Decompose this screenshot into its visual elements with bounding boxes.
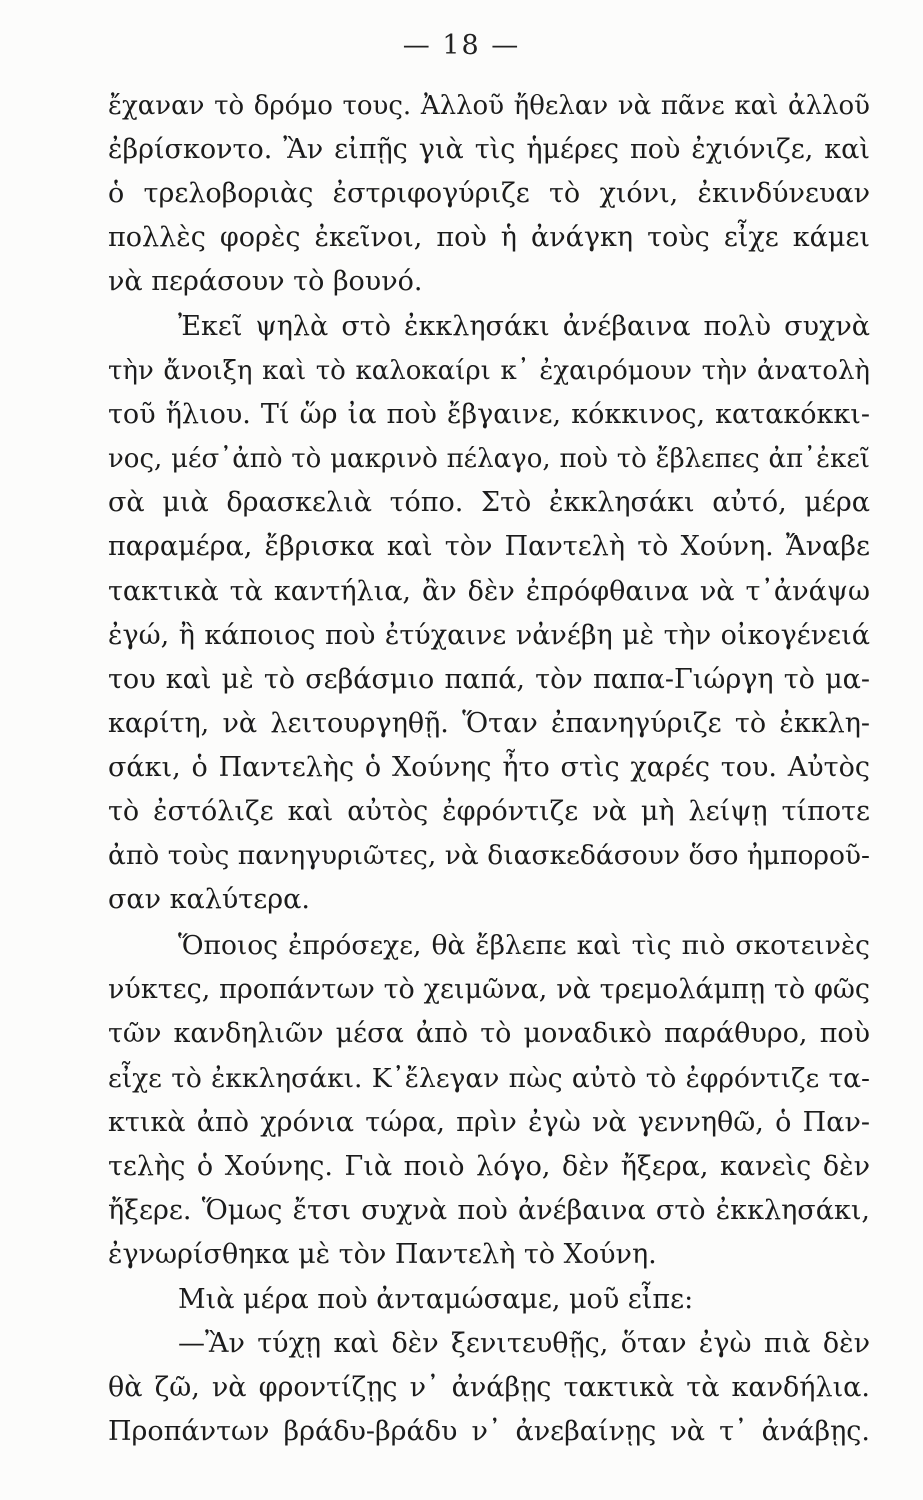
text-line: τὸ ἐστόλιζε καὶ αὐτὸς ἐφρόντιζε νὰ μὴ λείψῃ τίποτε: [108, 796, 870, 827]
text-line: —Ἂν τύχῃ καὶ δὲν ξενιτευθῇς, ὅταν ἐγὼ πιὰ δὲν: [178, 1328, 870, 1359]
text-line: ὁ τρελοβοριὰς ἐστριφογύριζε τὸ χιόνι, ἐκινδύνευαν: [108, 178, 870, 209]
text-line: ἐγώ, ἢ κάποιος ποὺ ἐτύχαινε νἀνέβη μὲ τὴν οἰκογένειά: [108, 620, 870, 651]
text-line: Μιὰ μέρα ποὺ ἀνταμώσαμε, μοῦ εἶπε:: [178, 1284, 694, 1315]
text-line: παραμέρα, ἔβρισκα καὶ τὸν Παντελὴ τὸ Χούνη. Ἄναβε: [108, 531, 870, 562]
text-line: του καὶ μὲ τὸ σεβάσμιο παπά, τὸν παπα-Γιώργη τὸ μα-: [108, 664, 870, 695]
text-line: Ὅποιος ἐπρόσεχε, θὰ ἔβλεπε καὶ τὶς πιὸ σκοτεινὲς: [178, 930, 870, 961]
text-line: Προπάντων βράδυ-βράδυ ν᾿ ἀνεβαίνῃς νὰ τ᾿ ἀνάβῃς.: [108, 1416, 870, 1447]
text-line: θὰ ζῶ, νὰ φροντίζῃς ν᾿ ἀνάβῃς τακτικὰ τὰ κανδήλια.: [108, 1372, 870, 1403]
text-line: τελὴς ὁ Χούνης. Γιὰ ποιὸ λόγο, δὲν ἤξερα, κανεὶς δὲν: [108, 1151, 870, 1182]
text-line: καρίτη, νὰ λειτουργηθῇ. Ὅταν ἐπανηγύριζε τὸ ἐκκλη-: [108, 708, 870, 739]
text-line: σάκι, ὁ Παντελὴς ὁ Χούνης ἦτο στὶς χαρές του. Αὐτὸς: [108, 752, 870, 783]
text-line: τακτικὰ τὰ καντήλια, ἂν δὲν ἐπρόφθαινα νὰ τ᾿ἀνάψω: [108, 576, 870, 607]
text-line: τὴν ἄνοιξη καὶ τὸ καλοκαίρι κ᾿ ἐχαιρόμουν τὴν ἀνατολὴ: [108, 356, 870, 386]
text-line: νύκτες, προπάντων τὸ χειμῶνα, νὰ τρεμολάμπῃ τὸ φῶς: [108, 974, 870, 1005]
text-line: νος, μέσ᾿ἀπὸ τὸ μακρινὸ πέλαγο, ποὺ τὸ ἔβλεπες ἀπ᾿ἐκεῖ: [108, 444, 870, 474]
text-line: ἀπὸ τοὺς πανηγυριῶτες, νὰ διασκεδάσουν ὅσο ἠμποροῦ-: [108, 840, 870, 871]
text-line: τῶν κανδηλιῶν μέσα ἀπὸ τὸ μοναδικὸ παράθυρο, ποὺ: [108, 1018, 870, 1049]
text-line: εἶχε τὸ ἐκκλησάκι. Κ᾿ἔλεγαν πὼς αὐτὸ τὸ ἐφρόντιζε τα-: [108, 1063, 870, 1094]
text-line: πολλὲς φορὲς ἐκεῖνοι, ποὺ ἡ ἀνάγκη τοὺς εἶχε κάμει: [108, 222, 870, 253]
text-line: σαν καλύτερα.: [108, 884, 310, 915]
text-line: κτικὰ ἀπὸ χρόνια τώρα, πρὶν ἐγὼ νὰ γεννηθῶ, ὁ Παν-: [108, 1107, 870, 1138]
text-line: Ἐκεῖ ψηλὰ στὸ ἐκκλησάκι ἀνέβαινα πολὺ συχνὰ: [178, 311, 870, 342]
text-line: ἤξερε. Ὅμως ἔτσι συχνὰ ποὺ ἀνέβαινα στὸ ἐκκλησάκι,: [108, 1195, 870, 1226]
page-number: — 18 —: [402, 30, 521, 61]
text-line: ἐγνωρίσθηκα μὲ τὸν Παντελὴ τὸ Χούνη.: [108, 1239, 657, 1270]
text-line: σὰ μιὰ δρασκελιὰ τόπο. Στὸ ἐκκλησάκι αὐτό, μέρα: [108, 487, 870, 518]
text-line: ἔχαναν τὸ δρόμο τους. Ἀλλοῦ ἤθελαν νὰ πᾶνε καὶ ἀλλοῦ: [108, 91, 870, 121]
text-line: ἐβρίσκοντο. Ἂν εἰπῇς γιὰ τὶς ἡμέρες ποὺ ἐχιόνιζε, καὶ: [108, 134, 870, 165]
text-line: νὰ περάσουν τὸ βουνό.: [108, 266, 423, 297]
text-line: τοῦ ἥλιου. Τί ὥρ ἰα ποὺ ἔβγαινε, κόκκινος, κατακόκκι-: [108, 399, 870, 430]
